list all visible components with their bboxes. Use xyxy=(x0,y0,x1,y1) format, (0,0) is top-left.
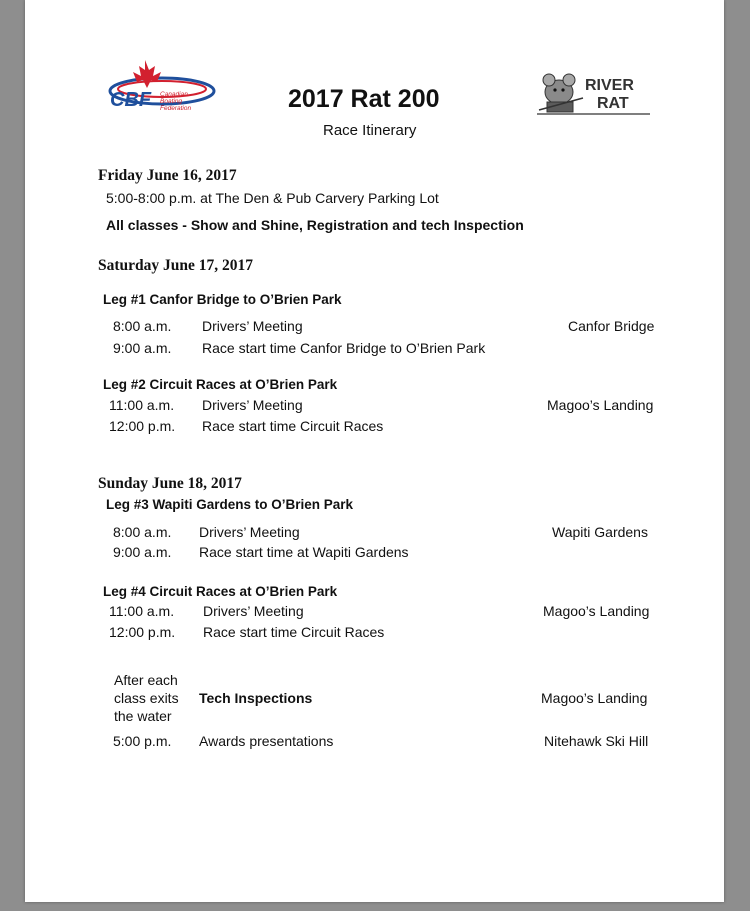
leg3-row1-location: Wapiti Gardens xyxy=(552,524,648,540)
leg4-row1-event: Drivers’ Meeting xyxy=(203,603,304,619)
svg-text:RAT: RAT xyxy=(597,95,629,112)
document-page xyxy=(25,0,724,902)
leg2-row2-event: Race start time Circuit Races xyxy=(202,418,384,434)
document-subtitle: Race Itinerary xyxy=(323,122,417,139)
leg1-title: Leg #1 Canfor Bridge to O’Brien Park xyxy=(103,292,342,307)
friday-bold-line: All classes - Show and Shine, Registration and tech Inspection xyxy=(106,217,524,233)
friday-line: 5:00-8:00 p.m. at The Den & Pub Carvery Parking Lot xyxy=(106,190,439,206)
river-rat-logo-graphic xyxy=(535,70,653,120)
leg2-row1-time: 11:00 a.m. xyxy=(109,397,175,413)
cbf-logo xyxy=(107,58,217,124)
leg3-row2-time: 9:00 a.m. xyxy=(113,544,172,560)
leg2-row1-event: Drivers’ Meeting xyxy=(202,397,303,413)
tech-time: After each class exits the water xyxy=(114,672,179,724)
cbf-logo-graphic xyxy=(107,58,217,124)
leg1-row1-time: 8:00 a.m. xyxy=(113,318,172,334)
leg1-row2-time: 9:00 a.m. xyxy=(113,340,172,356)
leg3-row1-event: Drivers’ Meeting xyxy=(199,524,300,540)
leg1-row1-location: Canfor Bridge xyxy=(568,318,655,334)
tech-event: Tech Inspections xyxy=(199,690,313,706)
tech-location: Magoo’s Landing xyxy=(541,690,648,706)
svg-text:Canadian: Canadian xyxy=(160,91,188,98)
sunday-heading: Sunday June 18, 2017 xyxy=(98,475,242,492)
leg3-title: Leg #3 Wapiti Gardens to O’Brien Park xyxy=(106,497,354,512)
svg-text:RIVER: RIVER xyxy=(585,77,634,94)
awards-time: 5:00 p.m. xyxy=(113,733,172,749)
leg1-row1-event: Drivers’ Meeting xyxy=(202,318,303,334)
leg4-row2-time: 12:00 p.m. xyxy=(109,624,176,640)
friday-heading: Friday June 16, 2017 xyxy=(98,167,237,184)
leg4-row2-event: Race start time Circuit Races xyxy=(203,624,385,640)
leg3-row1-time: 8:00 a.m. xyxy=(113,524,172,540)
saturday-heading: Saturday June 17, 2017 xyxy=(98,257,254,274)
leg2-title: Leg #2 Circuit Races at O’Brien Park xyxy=(103,377,338,392)
awards-event: Awards presentations xyxy=(199,733,334,749)
leg4-row1-location: Magoo’s Landing xyxy=(543,603,650,619)
leg2-row2-time: 12:00 p.m. xyxy=(109,418,176,434)
river-rat-logo xyxy=(535,70,653,120)
svg-text:Boating: Boating xyxy=(160,98,183,105)
svg-text:Federation: Federation xyxy=(160,105,192,112)
awards-location: Nitehawk Ski Hill xyxy=(544,733,649,749)
leg2-row1-location: Magoo’s Landing xyxy=(547,397,654,413)
svg-text:CBF: CBF xyxy=(110,89,152,111)
document-title: 2017 Rat 200 xyxy=(288,85,440,113)
leg3-row2-event: Race start time at Wapiti Gardens xyxy=(199,544,409,560)
leg4-row1-time: 11:00 a.m. xyxy=(109,603,175,619)
leg4-title: Leg #4 Circuit Races at O’Brien Park xyxy=(103,584,338,599)
leg1-row2-event: Race start time Canfor Bridge to O’Brien Park xyxy=(202,340,486,356)
